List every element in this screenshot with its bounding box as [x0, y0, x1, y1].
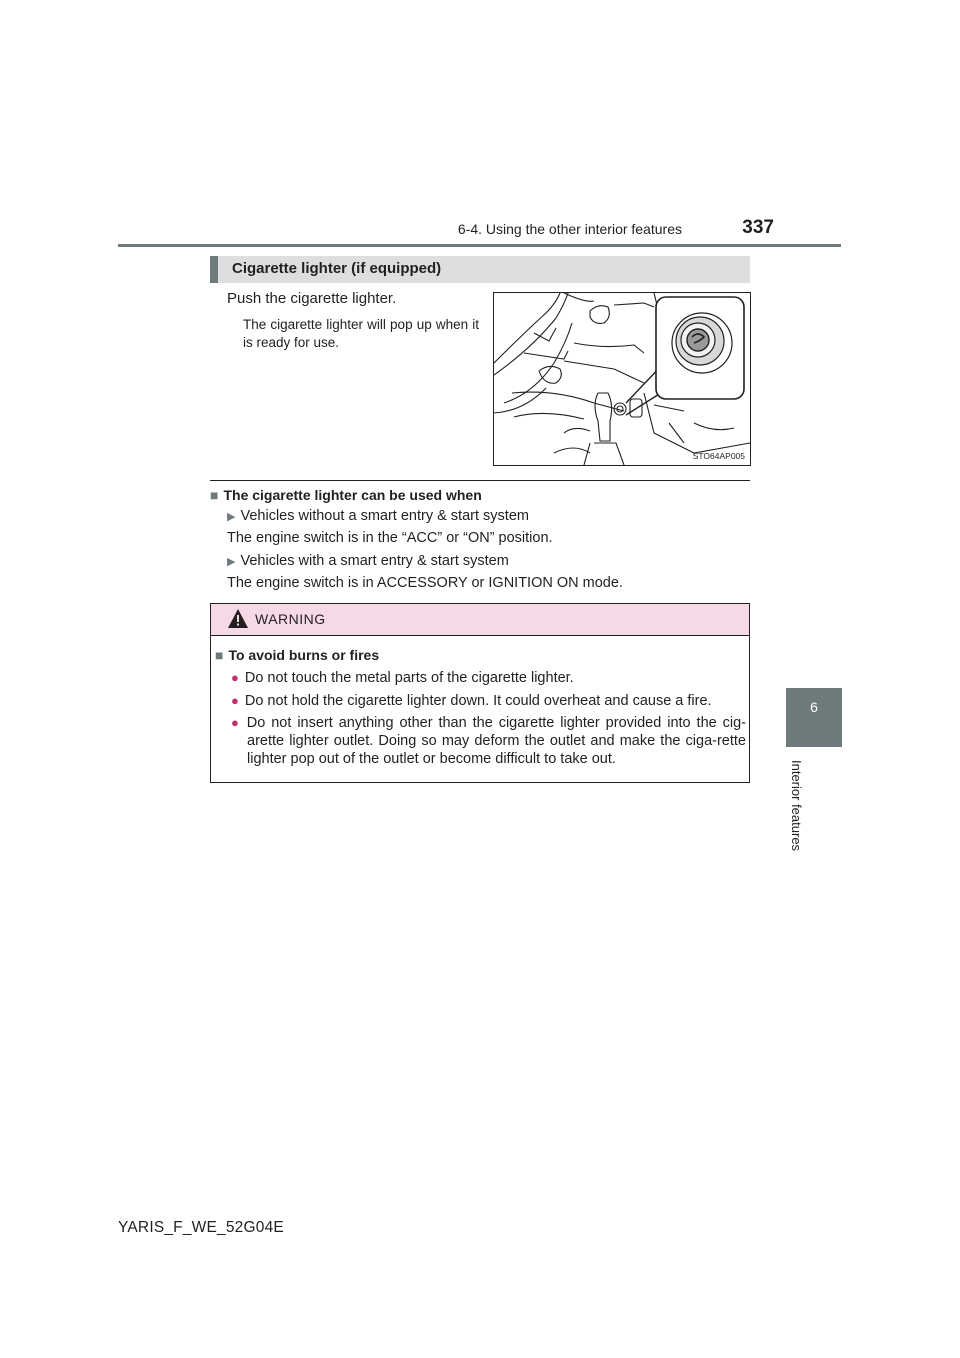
warning-subheading	[215, 647, 379, 663]
section-title-bar	[210, 256, 750, 283]
condition-label-text: Vehicles without a smart entry & start system	[240, 508, 529, 524]
chapter-tab	[786, 688, 842, 747]
square-bullet-icon: ■	[210, 487, 219, 503]
condition-label-text: Vehicles with a smart entry & start system	[240, 553, 509, 569]
usage-heading-text: The cigarette lighter can be used when	[223, 487, 482, 503]
condition-text-2: The engine switch is in ACCESSORY or IGNITION ON mode.	[227, 575, 623, 591]
dashboard-drawing	[494, 293, 750, 465]
warning-item-2	[231, 692, 712, 710]
circle-bullet-icon: ●	[231, 670, 239, 685]
section-divider	[210, 480, 750, 481]
illustration-code: STO64AP005	[692, 451, 745, 461]
condition-label-2	[227, 553, 509, 569]
triangle-bullet-icon: ▶	[227, 511, 236, 523]
warning-item-1	[231, 669, 574, 687]
warning-subheading-text: To avoid burns or fires	[228, 647, 380, 663]
warning-item-3	[231, 714, 746, 768]
cigarette-lighter-illustration	[493, 292, 751, 466]
section-title: Cigarette lighter (if equipped)	[232, 260, 442, 277]
warning-header	[211, 604, 749, 636]
warning-box	[210, 603, 750, 783]
warning-item-text: Do not touch the metal parts of the cigarette lighter.	[244, 670, 574, 686]
circle-bullet-icon: ●	[231, 715, 241, 730]
condition-label-1	[227, 508, 529, 524]
step-note: The cigarette lighter will pop up when it is ready for use.	[243, 317, 479, 350]
circle-bullet-icon: ●	[231, 693, 239, 708]
header-section-title: 6-4. Using the other interior features	[457, 221, 682, 237]
warning-triangle-icon	[227, 608, 249, 629]
square-bullet-icon: ■	[215, 647, 224, 663]
warning-label: WARNING	[255, 611, 326, 627]
chapter-number: 6	[810, 699, 818, 715]
triangle-bullet-icon: ▶	[227, 556, 236, 568]
condition-text-1: The engine switch is in the “ACC” or “ON” position.	[227, 530, 553, 546]
page-number: 337	[742, 217, 774, 238]
warning-item-text: Do not insert anything other than the cigarette lighter provided into the cig-arette lighter outlet. Doing so may deform the outlet and make the ciga-rette lighter pop out of the outlet or become difficult to take out.	[246, 715, 746, 767]
usage-heading	[210, 487, 482, 503]
header-rule	[118, 244, 841, 247]
chapter-label: Interior features	[789, 760, 804, 852]
warning-item-text: Do not hold the cigarette lighter down. It could overheat and cause a fire.	[244, 693, 712, 709]
step-instruction: Push the cigarette lighter.	[227, 290, 397, 307]
document-code: YARIS_F_WE_52G04E	[118, 1219, 284, 1236]
